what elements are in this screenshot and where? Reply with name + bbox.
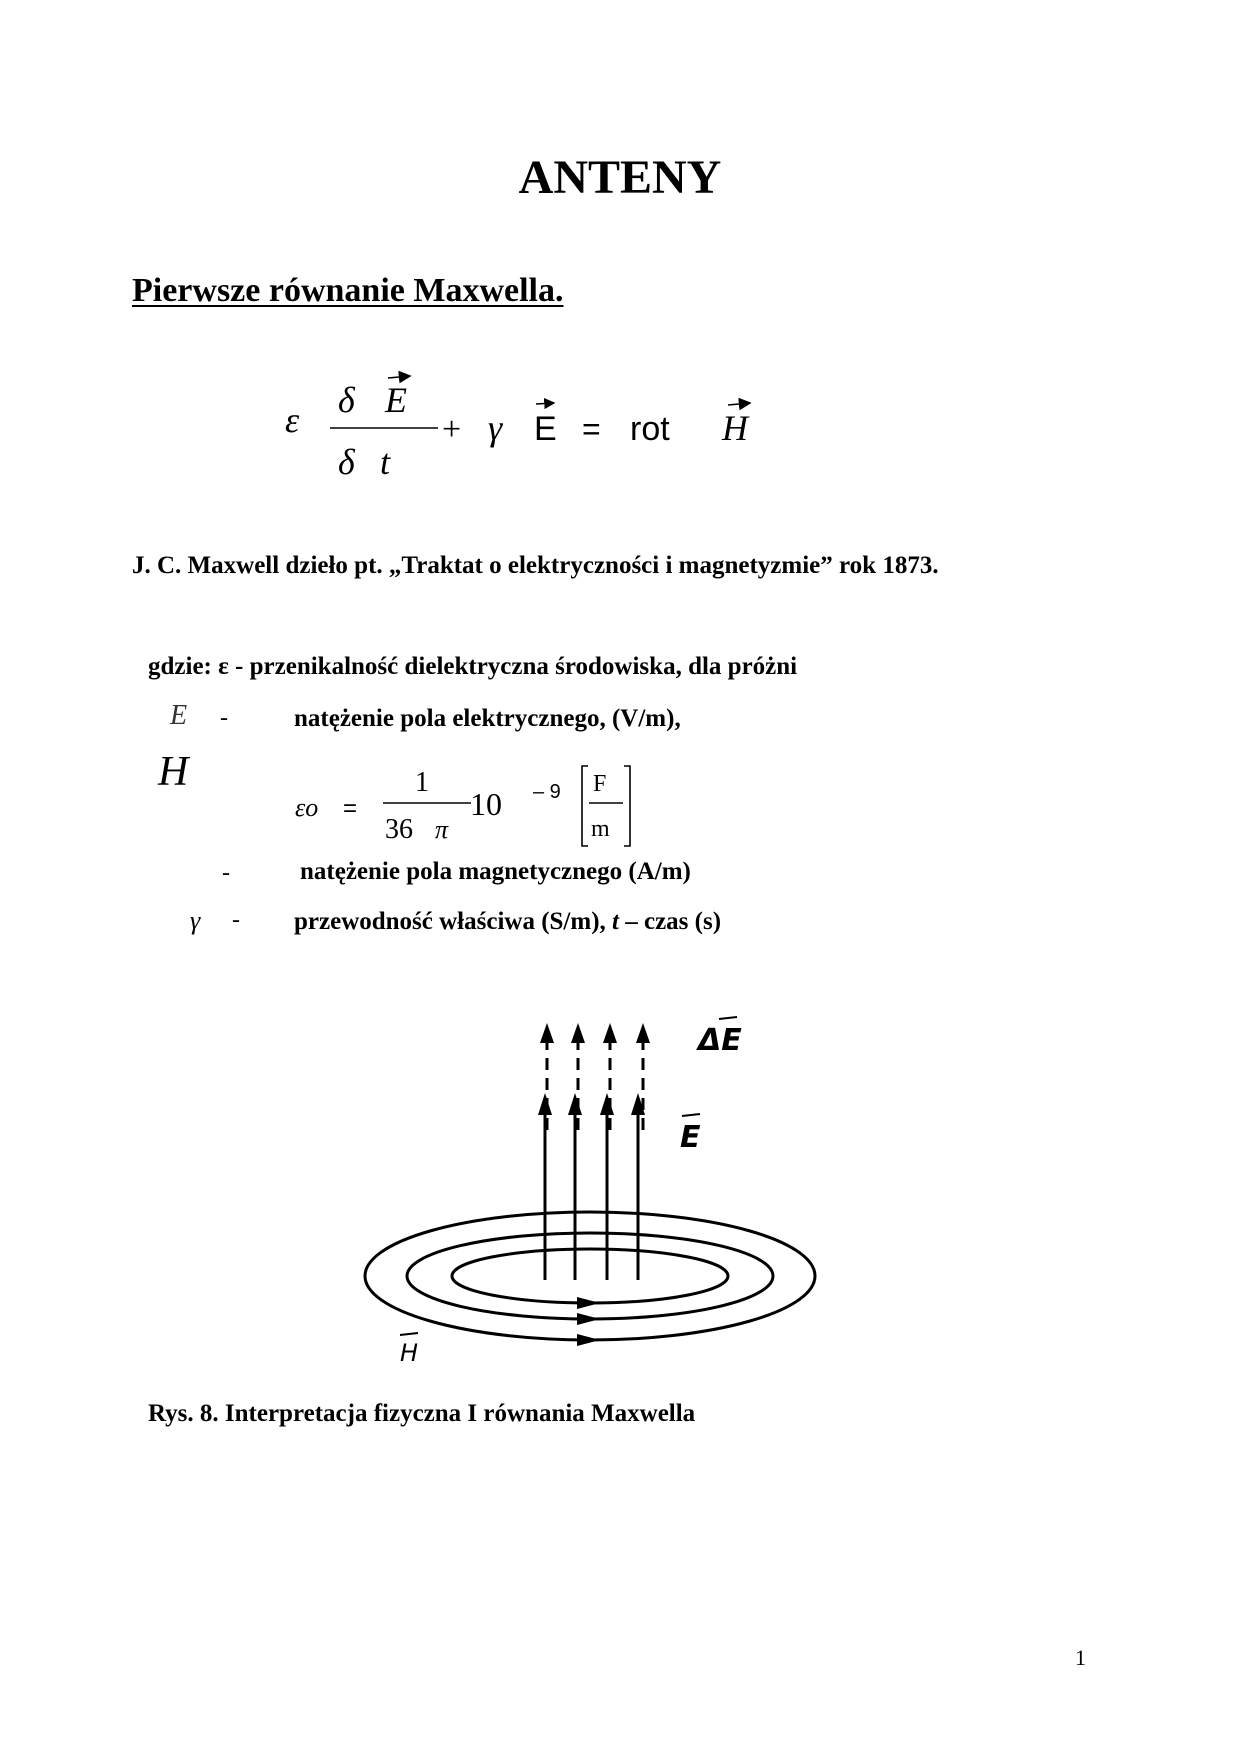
where-line: gdzie: ε - przenikalność dielektryczna środowiska, dla próżni	[148, 653, 798, 680]
eq-den-delta: δ	[338, 442, 355, 482]
epsilon0-equation	[285, 758, 685, 858]
reference-line: J. C. Maxwell dzieło pt. „Traktat o elektryczności i magnetyzmie” rok 1873.	[132, 552, 939, 579]
eq-plus: +	[442, 411, 462, 448]
figure-label-e-arrow	[682, 1114, 700, 1116]
page-title: ANTENY	[518, 151, 722, 204]
eps0-right-bracket	[624, 766, 630, 846]
def-gamma-dash: -	[232, 907, 240, 933]
figure-label-h-arrow	[400, 1333, 418, 1335]
eps0-unit-num: F	[593, 771, 607, 797]
eps0-frac-den-36: 36	[385, 814, 413, 845]
def-E-dash: -	[220, 705, 228, 731]
eq-num-E: E	[385, 380, 407, 420]
eps0-equals: =	[343, 795, 358, 822]
eq-E-upright: E	[534, 410, 557, 448]
eq-rot: rot	[630, 410, 670, 448]
eps0-lhs: εo	[295, 793, 319, 822]
maxwell-first-equation	[270, 370, 790, 500]
def-gamma-text-after: – czas (s)	[625, 908, 722, 935]
figure-caption: Rys. 8. Interpretacja fizyczna I równania Maxwella	[148, 1400, 696, 1427]
def-H-text: natężenie pola magnetycznego (A/m)	[300, 858, 691, 885]
eq-num-delta: δ	[338, 380, 355, 420]
eq-num-E-vector-arrow	[388, 376, 410, 378]
page-number: 1	[1075, 1645, 1086, 1670]
def-gamma-symbol: γ	[190, 906, 201, 935]
eq-den-t: t	[380, 442, 391, 482]
eps0-unit-den: m	[591, 816, 610, 842]
figure-label-h: H	[400, 1339, 419, 1367]
eq-H: H	[722, 408, 748, 448]
def-E-text: natężenie pola elektrycznego, (V/m),	[294, 705, 681, 732]
def-gamma-t: t	[612, 908, 619, 935]
eq-H-vector-arrow	[728, 403, 750, 405]
eps0-base: 10	[470, 786, 502, 822]
eq-epsilon: ε	[285, 400, 300, 440]
def-H-symbol: H	[158, 749, 189, 795]
eq-equals: =	[582, 411, 601, 447]
eps0-exponent: – 9	[533, 781, 561, 803]
eps0-left-bracket	[582, 766, 588, 846]
def-gamma-text-before: przewodność właściwa (S/m),	[294, 908, 606, 935]
eps0-frac-den-pi: π	[435, 815, 449, 844]
eq-gamma: γ	[488, 408, 503, 448]
section-heading: Pierwsze równanie Maxwella.	[132, 272, 564, 309]
figure-label-delta-e-arrow	[719, 1017, 737, 1019]
figure-label-e: E	[680, 1120, 701, 1155]
figure-label-delta-e: ΔE	[698, 1023, 742, 1058]
maxwell-interpretation-figure	[355, 1005, 835, 1380]
def-E-symbol: E	[170, 700, 188, 731]
def-gamma-text	[294, 908, 721, 936]
eps0-frac-num: 1	[415, 767, 429, 798]
def-H-dash: -	[222, 860, 230, 886]
e-field-solid-arrows	[538, 1093, 645, 1280]
eq-E-upright-vector-arrow	[536, 403, 554, 404]
